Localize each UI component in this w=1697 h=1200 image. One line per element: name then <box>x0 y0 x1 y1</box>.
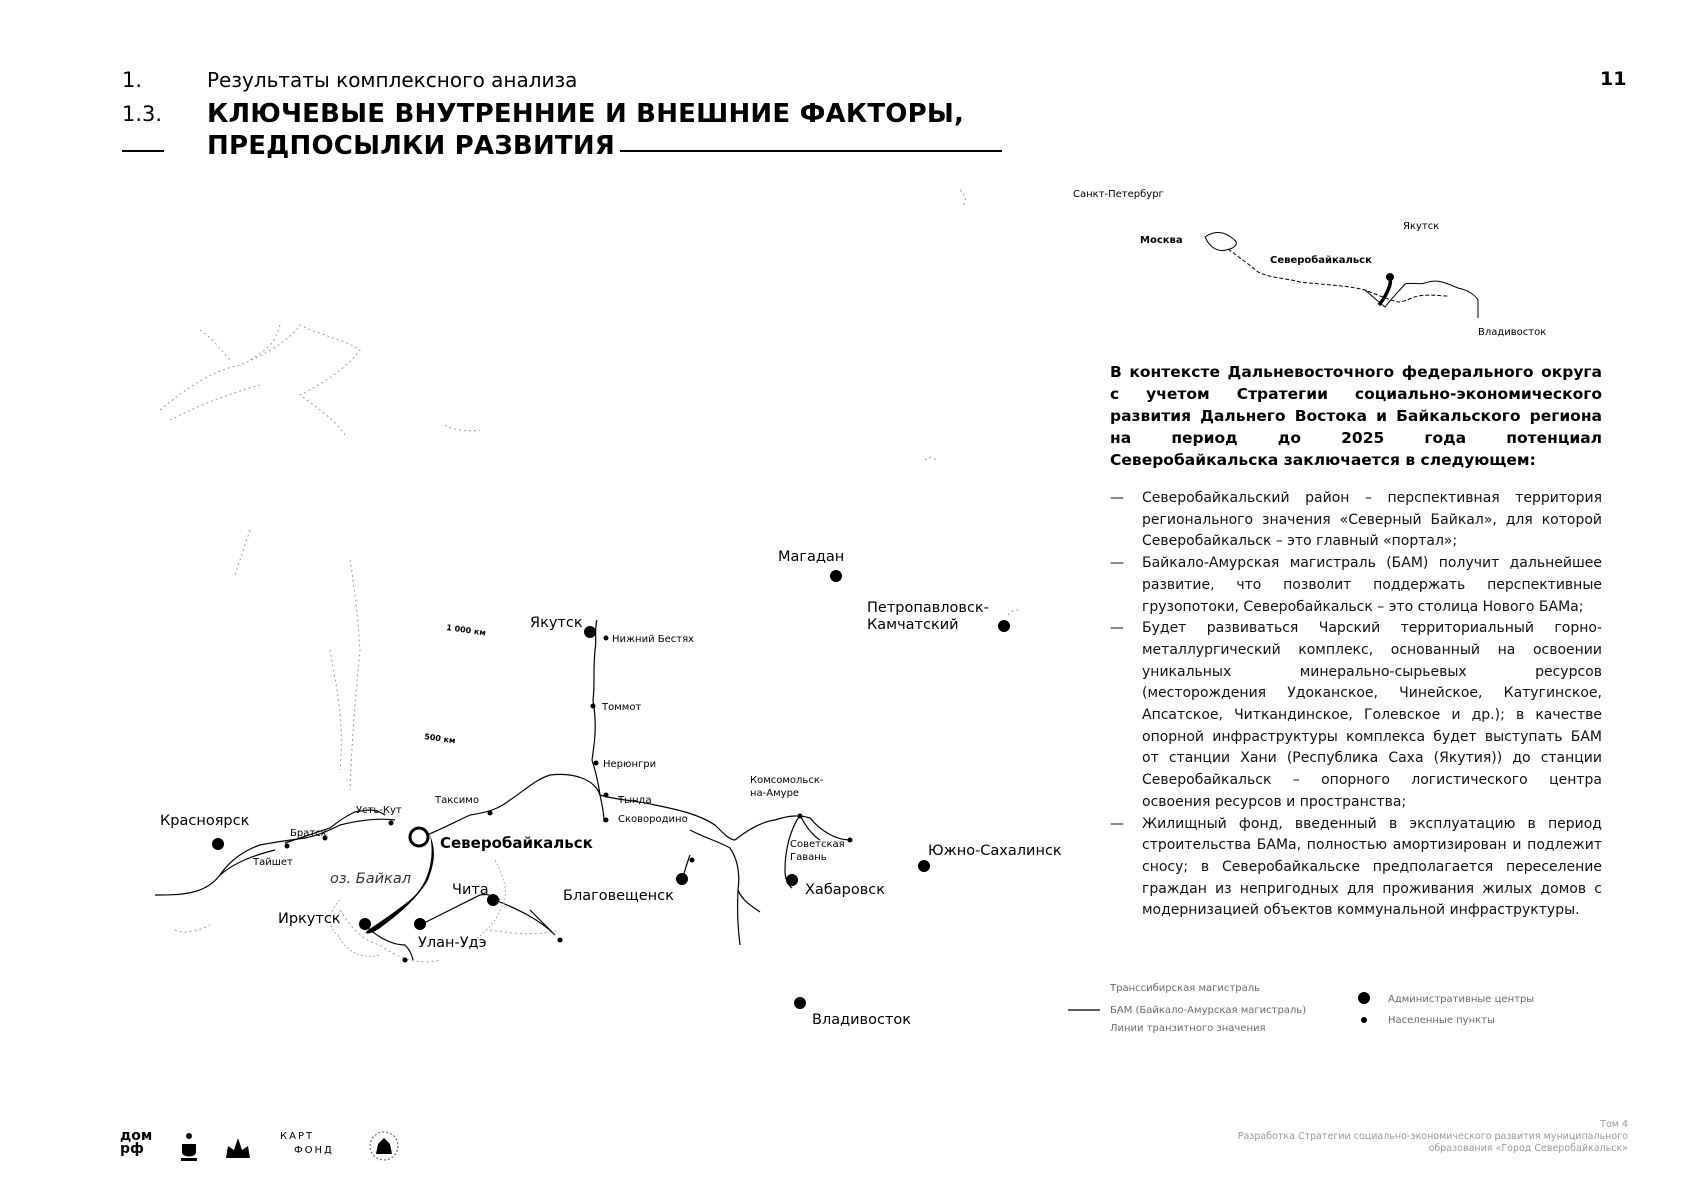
label-irkutsk: Иркутск <box>278 911 341 927</box>
dot-vladivostok <box>794 997 806 1009</box>
dot-magadan <box>830 570 842 582</box>
label-tommot: Томмот <box>602 702 642 713</box>
label-radius-1000: 1 000 км <box>445 623 487 638</box>
label-chita: Чита <box>452 882 489 898</box>
label-baikal: оз. Байкал <box>330 871 411 887</box>
inset-label-yakutsk: Якутск <box>1403 221 1440 232</box>
label-khabarovsk: Хабаровск <box>805 882 885 898</box>
city-emblem-icon <box>368 1130 400 1162</box>
dot-ulan-ude <box>414 918 426 930</box>
legend <box>1068 983 1534 1034</box>
dot-khabarovsk <box>786 874 798 886</box>
dot-severobaikalsk <box>410 828 428 846</box>
legend-line3: Линии транзитного значения <box>1110 1023 1266 1034</box>
legend-admin: Административные центры <box>1388 994 1535 1005</box>
legend-line2: БАМ (Байкало-Амурская магистраль) <box>1110 1005 1307 1016</box>
inset-map <box>1073 189 1546 338</box>
dot-yuzhno <box>918 860 930 872</box>
dot-yakutsk <box>584 626 596 638</box>
inset-label-moscow: Москва <box>1140 235 1183 246</box>
dot-krasnoyarsk <box>212 838 224 850</box>
bam-line-east <box>420 774 735 840</box>
partner-logos <box>120 1130 420 1170</box>
label-radius-500: 500 км <box>423 732 457 746</box>
label-komsomolsk-2: на-Амуре <box>750 788 800 799</box>
page-number: 11 <box>1600 68 1627 90</box>
dot-petropavlovsk <box>998 620 1010 632</box>
dom-rf-logo: дом рф <box>120 1128 153 1157</box>
label-nizhny-bestyakh: Нижний Бестях <box>612 634 695 645</box>
list-item: — Северобайкальский район – перспективная территория регионального значения «Северный Байкал», для которой Северобайкальск – это главный «портал»; <box>1110 490 1602 550</box>
label-neryungri: Нерюнгри <box>603 759 657 770</box>
label-ust-kut: Усть-Кут <box>356 805 402 816</box>
kart-fond-logo: КАРТ ФОНД <box>280 1131 334 1156</box>
inset-label-vladivostok: Владивосток <box>1478 327 1547 338</box>
label-tayshet: Тайшет <box>253 857 293 868</box>
label-blagoveshchensk: Благовещенск <box>563 888 674 904</box>
label-tynda: Тында <box>618 795 652 806</box>
label-krasnoyarsk: Красноярск <box>160 813 250 829</box>
label-ulan-ude: Улан-Удэ <box>418 935 487 951</box>
bullet-list <box>1110 488 1602 922</box>
label-komsomolsk-1: Комсомольск- <box>750 775 824 786</box>
label-taksimo: Таксимо <box>435 795 479 806</box>
inset-label-spb: Санкт-Петербург <box>1073 189 1164 200</box>
section-number: 1. <box>122 68 143 92</box>
label-sovgavan-1: Советская <box>790 839 845 850</box>
list-item: — Жилищный фонд, введенный в эксплуатацию в период строительства БАМа, полностью амортизирован и подлежит сносу; в Северобайкальске предполагается переселение граждан из непригодных для проживания жилых домов с модернизацией объектов коммунальной инфраструктуры. <box>1110 815 1602 919</box>
label-sovgavan-2: Гавань <box>790 852 827 863</box>
emblem-icon <box>178 1130 200 1162</box>
label-vladivostok: Владивосток <box>812 1012 912 1028</box>
dot-irkutsk <box>359 918 371 930</box>
label-severobaikalsk: Северобайкальск <box>440 834 593 852</box>
subsection-number: 1.3. <box>122 102 163 126</box>
legend-settlements: Населенные пункты <box>1388 1015 1495 1026</box>
inset-label-severobaikalsk: Северобайкальск <box>1270 255 1372 266</box>
label-yakutsk: Якутск <box>530 615 583 631</box>
label-skovorodino: Сковородино <box>618 814 688 825</box>
label-yuzhno: Южно-Сахалинск <box>928 843 1062 859</box>
dot-blagoveshchensk <box>676 873 688 885</box>
subsection-title-line1: КЛЮЧЕВЫЕ ВНУТРЕННИЕ И ВНЕШНИЕ ФАКТОРЫ, <box>207 99 965 129</box>
dot-chita <box>487 894 499 906</box>
label-bratsk: Братск <box>290 828 327 839</box>
list-item: — Будет развиваться Чарский территориальный горно-металлургический комплекс, основанный на освоении уникальных минерально-сырьевых ресурсов (месторождения Удоканское, Чинейское, Катугинское, Апсатское, Читкандинское, Голевское и др.); в качестве опорной инфраструктуры комплекса будет выступать БАМ от станции Хани (Республика Саха (Якутия)) до станции Северобайкальск – опорного логистического центра освоения ресурсов и пространства; <box>1110 620 1602 810</box>
label-petropavlovsk-2: Камчатский <box>867 617 959 633</box>
legend-line1: Транссибирская магистраль <box>1110 983 1260 994</box>
section-title: Результаты комплексного анализа <box>207 68 578 92</box>
label-petropavlovsk-1: Петропавловск- <box>867 600 989 616</box>
subsection-title-line2: ПРЕДПОСЫЛКИ РАЗВИТИЯ <box>207 131 616 161</box>
crest-icon <box>224 1132 252 1162</box>
list-item: — Байкало-Амурская магистраль (БАМ) получит дальнейшее развитие, что позволит поддержать перспективные грузопотоки, Северобайкальск – это столица Нового БАМа; <box>1110 555 1602 615</box>
label-magadan: Магадан <box>778 549 845 565</box>
intro-paragraph: В контексте Дальневосточного федерального округа с учетом Стратегии социально-экономического развития Дальнего Востока и Байкальского региона на период до 2025 года потенциал Северобайкальска заключается в следующем: <box>1110 363 1602 469</box>
footer-caption: Том 4 Разработка Стратегии социально-экономического развития муниципального образования «Город Северобайкальск» <box>1237 1119 1628 1154</box>
